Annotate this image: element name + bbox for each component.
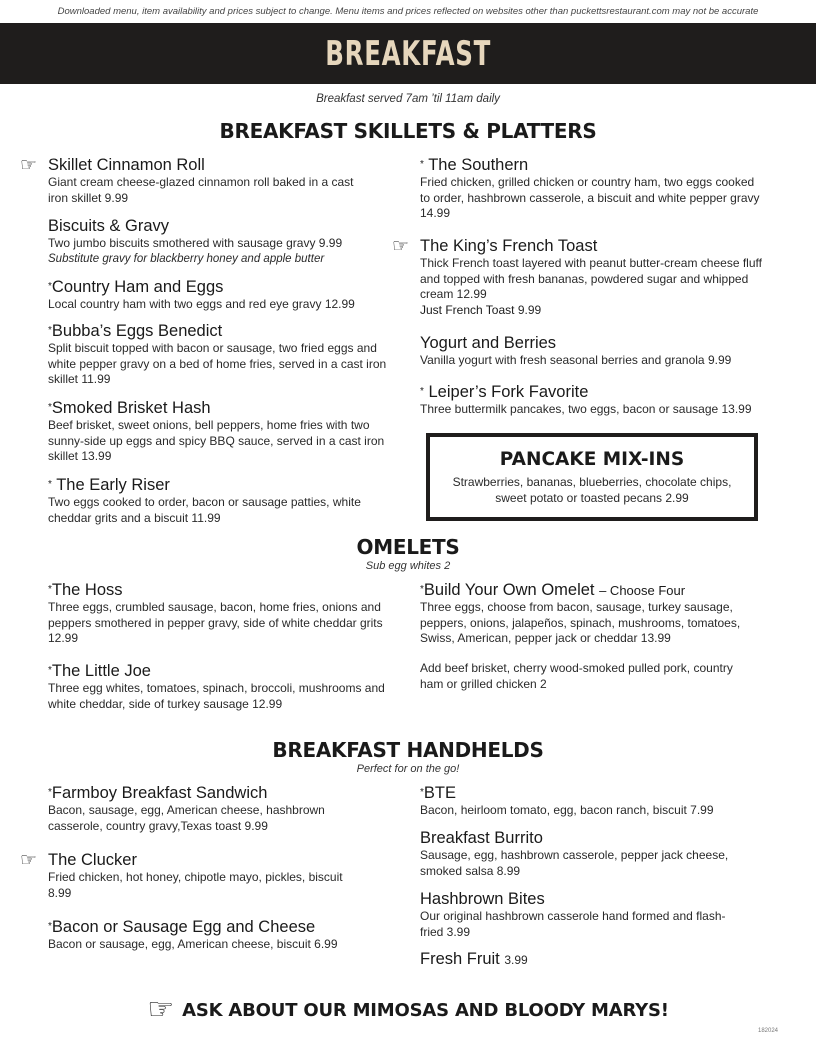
menu-item — [48, 662, 393, 712]
menu-item — [420, 334, 770, 369]
item-desc: Vanilla yogurt with fresh seasonal berries and granola 9.99 — [420, 353, 732, 367]
item-name: * Leiper’s Fork Favorite — [420, 383, 589, 401]
item-desc: Giant cream cheese-glazed cinnamon roll baked in a cast iron skillet 9.99 — [48, 175, 354, 205]
item-name: The Clucker — [48, 851, 137, 869]
footer-callout — [0, 992, 816, 1027]
menu-item — [48, 784, 368, 834]
item-name: *The Hoss — [48, 581, 123, 599]
section-subtitle-handhelds: Perfect for on the go! — [356, 763, 460, 775]
pointing-hand-icon: ☞ — [392, 235, 410, 257]
item-name: *The Little Joe — [48, 662, 151, 680]
item-name: *Country Ham and Eggs — [48, 278, 224, 296]
item-name: *Bubba’s Eggs Benedict — [48, 322, 223, 340]
item-desc: Fried chicken, grilled chicken or country ham, two eggs cooked to order, hashbrown casserole, a biscuit and white pepper gravy 14.99 — [420, 175, 760, 220]
pointing-hand-icon: ☞ — [20, 154, 38, 176]
menu-item — [420, 890, 740, 940]
section-title-skillets: BREAKFAST SKILLETS & PLATTERS — [219, 119, 597, 143]
item-name: * The Southern — [420, 156, 529, 174]
menu-item — [420, 581, 770, 647]
footer-text: ASK ABOUT OUR MIMOSAS AND BLOODY MARYS! — [182, 999, 669, 1021]
item-name: *Farmboy Breakfast Sandwich — [48, 784, 268, 802]
pancake-mixins-box — [426, 433, 758, 521]
section-title-handhelds: BREAKFAST HANDHELDS — [272, 738, 544, 762]
item-desc: Bacon, sausage, egg, American cheese, hashbrown casserole, country gravy,Texas toast 9.99 — [48, 803, 325, 833]
item-name: Fresh Fruit 3.99 — [420, 950, 528, 968]
item-desc: Local country ham with two eggs and red eye gravy 12.99 — [48, 297, 355, 311]
item-name: *Bacon or Sausage Egg and Cheese — [48, 918, 316, 936]
menu-item — [48, 581, 388, 647]
item-desc: Fried chicken, hot honey, chipotle mayo, pickles, biscuit 8.99 — [48, 870, 343, 900]
item-desc: Beef brisket, sweet onions, bell peppers, home fries with two sunny-side up eggs and spicy BBQ sauce, served in a cast iron skillet 13.99 — [48, 418, 385, 463]
menu-item — [48, 918, 388, 953]
item-name: *Build Your Own Omelet – Choose Four — [420, 581, 686, 599]
item-desc: Bacon or sausage, egg, American cheese, biscuit 6.99 — [48, 937, 338, 951]
item-desc: Thick French toast layered with peanut butter-cream cheese fluff and topped with fresh bananas, powdered sugar and whipped cream 12.99 — [420, 256, 762, 301]
item-desc: Three egg whites, tomatoes, spinach, broccoli, mushrooms and white cheddar, side of turkey sausage 12.99 — [48, 681, 385, 711]
pointing-hand-icon: ☞ — [147, 992, 175, 1027]
item-name: Yogurt and Berries — [420, 334, 557, 352]
mixins-title: PANCAKE MIX-INS — [499, 449, 685, 470]
item-name: Hashbrown Bites — [420, 890, 545, 908]
item-name: *Smoked Brisket Hash — [48, 399, 211, 417]
menu-code: 182024 — [758, 1028, 779, 1034]
item-note: Substitute gravy for blackberry honey and apple butter — [48, 252, 325, 265]
item-name: Breakfast Burrito — [420, 829, 543, 847]
served-hours: Breakfast served 7am ’til 11am daily — [316, 93, 500, 105]
item-name: * The Early Riser — [48, 476, 170, 494]
item-desc: Three buttermilk pancakes, two eggs, bacon or sausage 13.99 — [420, 402, 752, 416]
item-name: *BTE — [420, 784, 456, 802]
menu-item — [420, 829, 760, 879]
section-subtitle-omelets: Sub egg whites 2 — [365, 560, 451, 572]
menu-item — [48, 156, 398, 206]
pointing-hand-icon: ☞ — [20, 849, 38, 871]
menu-item — [48, 476, 393, 526]
menu-item — [48, 217, 398, 267]
item-name: Biscuits & Gravy — [48, 217, 170, 235]
item-extra: Just French Toast 9.99 — [420, 302, 542, 317]
section-title-omelets: OMELETS — [356, 535, 460, 559]
item-desc: Our original hashbrown casserole hand formed and flash-fried 3.99 — [420, 909, 726, 939]
menu-item — [48, 278, 398, 313]
item-desc: Two jumbo biscuits smothered with sausage gravy 9.99 — [48, 236, 343, 250]
menu-item — [420, 383, 780, 418]
item-name: The King’s French Toast — [420, 237, 598, 255]
item-name: Skillet Cinnamon Roll — [48, 156, 205, 174]
mixins-desc: Strawberries, bananas, blueberries, chocolate chips, sweet potato or toasted pecans 2.99 — [452, 475, 732, 505]
menu-item — [48, 851, 348, 901]
menu-item — [420, 237, 770, 318]
menu-item — [420, 784, 770, 819]
page-title: BREAKFAST — [325, 33, 491, 74]
item-desc: Three eggs, crumbled sausage, bacon, home fries, onions and peppers smothered in pepper gravy, side of white cheddar grits 12.99 — [48, 600, 383, 645]
item-desc: Three eggs, choose from bacon, sausage, turkey sausage, peppers, onions, jalapeños, spinach, mushrooms, tomatoes, Swiss, American, pepper jack or cheddar 13.99 — [420, 600, 741, 645]
item-desc: Add beef brisket, cherry wood-smoked pulled pork, country ham or grilled chicken 2 — [420, 661, 733, 691]
menu-item — [48, 322, 388, 388]
disclaimer: Downloaded menu, item availability and prices subject to change. Menu items and prices reflected on websites other than puckettsrestaurant.com may not be accurate — [57, 6, 759, 17]
item-desc: Split biscuit topped with bacon or sausage, two fried eggs and white pepper gravy on a bed of home fries, served in a cast iron skillet 11.99 — [48, 341, 387, 386]
header-banner — [0, 23, 816, 84]
menu-item — [420, 950, 740, 970]
menu-item — [420, 156, 760, 222]
item-desc: Two eggs cooked to order, bacon or sausage patties, white cheddar grits and a biscuit 11.99 — [48, 495, 361, 525]
menu-item — [48, 399, 398, 465]
menu-item-addon — [420, 661, 740, 692]
item-desc: Sausage, egg, hashbrown casserole, pepper jack cheese, smoked salsa 8.99 — [420, 848, 729, 878]
item-desc: Bacon, heirloom tomato, egg, bacon ranch, biscuit 7.99 — [420, 803, 714, 817]
